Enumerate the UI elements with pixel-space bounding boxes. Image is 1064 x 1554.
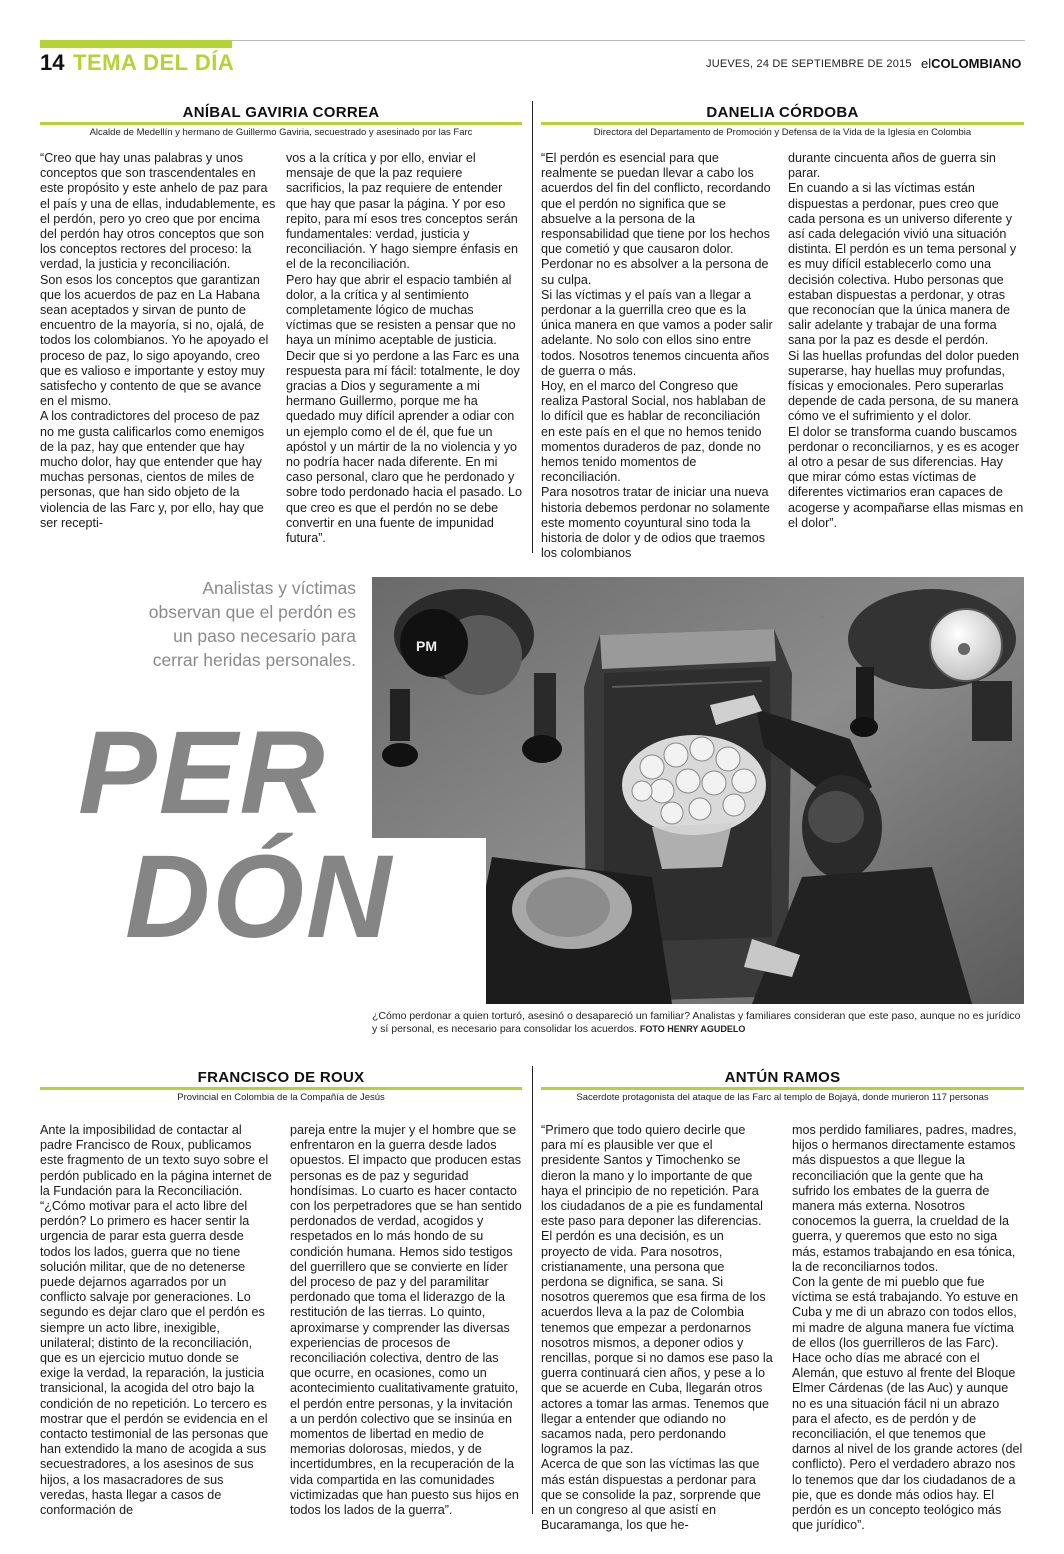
- paragraph: Son esos los conceptos que garantizan que los acuerdos de paz en La Habana sean aceptados y sirvan de punto de encuentro de la mayoría, si no, ojalá, de todos los colombianos. Yo he apoyado el proceso de paz, lo sigo apoyando, creo que es valioso e importante y estoy muy satisfecho y contento de que se avance en el mismo.: [40, 272, 269, 409]
- author-affiliation: Sacerdote protagonista del ataque de las Farc al templo de Bojayá, donde murieron 117 personas: [576, 1092, 989, 1103]
- dateline: JUEVES, 24 DE SEPTIEMBRE DE 2015: [706, 58, 912, 70]
- author-affiliation: Directora del Departamento de Promoción y Defensa de la Vida de la Iglesia en Colombia: [593, 127, 972, 138]
- paragraph: Acerca de que son las víctimas las que más están dispuestas a perdonar para que se consolide la paz, sorprende que en un congreso al que asistí en Bucaramanga, los que he-: [541, 1457, 761, 1533]
- article-column: [788, 151, 1024, 561]
- author-name: ANTÚN RAMOS: [724, 1069, 841, 1086]
- article-roux: [40, 1068, 522, 1518]
- paragraph: Si las huellas profundas del dolor pueden superarse, hay huellas muy profundas, físicas y emocionales. Pero superarlas depende de cada persona, de su manera cómo ve el sufrimiento y el dolor.: [788, 348, 1020, 424]
- article-column: [541, 1123, 773, 1533]
- paragraph: durante cincuenta años de guerra sin parar.: [788, 151, 996, 181]
- masthead: [921, 56, 1021, 71]
- author-name: FRANCISCO DE ROUX: [197, 1069, 365, 1086]
- section-title: TEMA DEL DÍA: [73, 50, 235, 75]
- paragraph: pareja entre la mujer y el hombre que se enfrentaron en la guerra desde lados opuestos. El impacto que producen estas personas es de paz y seguridad hondísimas. Lo cuarto es hacer contacto con los perpetradores que se han sentido perdonados de verdad, acogidos y respetados en lo más hondo de su condición humana. Hemos sido testigos del guerrillero que se convierte en líder del proceso de paz y del paramilitar perdonado que toma el liderazgo de la restitución de las tierras. Lo quinto, aproximarse y comprender las diversas experiencias de procesos de reconciliación colectiva, dentro de las que ocurre, en ocasiones, como un acontecimiento cualitativamente gratuito, el perdón entre personas, y la invitación a un perdón colectivo que se insinúa en momentos de libertad en medio de memorias dolorosas, miedos, y de incertidumbres, en la recuperación de la vida compartida en las comunidades victimizadas que han puesto sus hijos en todos los lados de la guerra”.: [290, 1123, 522, 1518]
- author-name: DANELIA CÓRDOBA: [706, 104, 859, 121]
- paragraph: mos perdido familiares, padres, madres, hijos o hermanos directamente estamos más dispuestos a que llegue la reconciliación que la gente que ha sufrido los embates de la guerra de manera más externa. Nosotros conocemos la guerra, la crueldad de la guerra, y queremos que esto no siga más, estamos trabajando en esa tónica, la de reconciliarnos todos.: [792, 1123, 1017, 1274]
- paragraph: vos a la crítica y por ello, enviar el mensaje de que la paz requiere sacrificios, la paz requiere de entender que hay que pasar la página. Y por eso repito, para mí esos tres conceptos serán fundamentales: verdad, justicia y reconciliación. Y hago siempre énfasis en el de la reconciliación.: [286, 151, 518, 272]
- paragraph: Hoy, en el marco del Congreso que realiza Pastoral Social, nos hablaban de lo difícil que es hablar de reconciliación en este país en el que no hemos tenido momentos duraderos de paz, donde no hemos tenido momentos de reconciliación.: [541, 379, 766, 485]
- photo-credit: FOTO HENRY AGUDELO: [639, 1024, 746, 1034]
- paragraph: “¿Cómo motivar para el acto libre del perdón? Lo primero es hacer sentir la urgencia de parar esta guerra desde todos los lados, guerra que no tiene solución militar, que de no detenerse puede dejarnos agarrados por un conflicto salvaje por generaciones. Lo segundo es dejar claro que el perdón es siempre un acto libre, inexigible, unilateral; distinto de la reconciliación, que es un ejercicio mutuo donde se exige la verdad, la reparación, la justicia transicional, la acogida del otro bajo la condición de no repetición. Lo tercero es mostrar que el perdón se evidencia en el contacto testimonial de las personas que han extendido la mano de acogida a sus secuestradores, a los asesinos de sus hijos, a los masacradores de sus veredas, hasta llegar a casos de conformación de: [40, 1199, 269, 1518]
- helmet-label: PM: [416, 638, 437, 654]
- caption-text: ¿Cómo perdonar a quien torturó, asesinó o desapareció un familiar? Analistas y familiares consideran que este paso, aunque no es jurídico y sí personal, es necesario para consolidar los acuerdos.: [372, 1010, 1021, 1035]
- paragraph: Para nosotros tratar de iniciar una nueva historia debemos perdonar no solamente este momento coyuntural sino toda la historia de dolor y de odios que traemos los colombianos: [541, 485, 770, 561]
- author-affiliation: Alcalde de Medellín y hermano de Guillermo Gaviria, secuestrado y asesinado por las Farc: [89, 127, 473, 138]
- pull-quote: Analistas y víctimas observan que el perdón es un paso necesario para cerrar heridas personales.: [148, 578, 356, 670]
- article-column: [792, 1123, 1024, 1533]
- photo-caption: [372, 1010, 1022, 1036]
- column-divider: [532, 101, 533, 553]
- article-column: [40, 1123, 272, 1518]
- paragraph: “El perdón es esencial para que realmente se puedan llevar a cabo los acuerdos del fin del conflicto, recordando que el perdón no significa que se absuelve a la persona de la responsabilidad que tiene por los hechos que cometió y que causaron dolor. Perdonar no es absolver a la persona de su culpa.: [541, 151, 771, 287]
- article-column: [40, 151, 276, 546]
- masthead-name: COLOMBIANO: [931, 56, 1022, 71]
- paragraph: Pero hay que abrir el espacio también al dolor, a la crítica y al sentimiento completamente lógico de muchas víctimas que se resisten a pensar que no haya un mínimo aceptable de justicia.: [286, 272, 516, 348]
- article-cordoba: [541, 103, 1024, 561]
- paragraph: Ante la imposibilidad de contactar al padre Francisco de Roux, publicamos este fragmento de un texto suyo sobre el perdón publicado en la página internet de la Fundación para la Reconciliación.: [40, 1123, 272, 1198]
- section-accent-bar: [40, 40, 232, 48]
- paragraph: Si las víctimas y el país van a llegar a perdonar a la guerrilla creo que es la única manera en que vamos a poder salir adelante. No solo con ellos sino entre todos. Nosotros tenemos cincuenta años de guerra o más.: [541, 287, 773, 378]
- page-number: 14: [40, 50, 65, 75]
- article-gaviria: [40, 103, 522, 546]
- paragraph: Con la gente de mi pueblo que fue víctima se está trabajando. Yo estuve en Cuba y me di un abrazo con todos ellos, mi madre de alguna manera fue víctima de ellos (los guerrilleros de las Farc). Hace ocho días me abracé con el Alemán, que estuvo al frente del Bloque Elmer Cárdenas (de las Auc) y aunque no es una situación fácil ni un abrazo para el afecto, es de perdón y de reconciliación, el que tenemos que darnos al nivel de los grande actores (del conflicto). Pero el verdadero abrazo nos lo tenemos que dar los ciudadanos de a pie, que es donde más odios hay. El perdón es un concepto teológico más que jurídico”.: [792, 1275, 1023, 1533]
- author-name: ANÍBAL GAVIRIA CORREA: [182, 104, 380, 121]
- paragraph: Decir que si yo perdone a las Farc es una respuesta para mí fácil: totalmente, le doy gracias a Dios y seguramente a mi hermano Guillermo, porque me ha quedado muy difícil aprender a odiar con un ejemplo como el de él, que fue un apóstol y un mártir de la no violencia y yo no podría hacer nada diferente. En mi caso personal, claro que he perdonado y sobre todo perdonado hacia el pasado. Lo que creo es que el perdón no se debe convertir en una fuente de impunidad futura”.: [286, 348, 522, 546]
- article-ramos: [541, 1068, 1024, 1533]
- paragraph: En cuando a si las víctimas están dispuestas a perdonar, pues creo que cada persona es un universo diferente y así cada delegación vivió una situación distinta. El perdón es un tema personal y es muy difícil establecerlo como una decisión colectiva. Hubo personas que estaban dispuestas a perdonar, y otras que reconocían que la única manera de salir adelante y trabajar de una forma sana por la paz es desde el perdón.: [788, 181, 1017, 348]
- article-column: [290, 1123, 522, 1518]
- headline-line-2: DÓN: [125, 831, 394, 963]
- paragraph: “Creo que hay unas palabras y unos conceptos que son trascendentales en este propósito y este anhelo de paz para el país y una de ellas, indudablemente, es el perdón, pero yo creo que por encima del perdón hay otros conceptos que son los conceptos rectores del proceso: la verdad, la justicia y reconciliación.: [40, 151, 276, 272]
- article-column: [286, 151, 522, 546]
- author-affiliation: Provincial en Colombia de la Compañía de Jesús: [177, 1092, 385, 1103]
- headline-line-1: PER: [78, 707, 327, 839]
- masthead-prefix: el: [921, 56, 932, 71]
- paragraph: “Primero que todo quiero decirle que para mí es plausible ver que el presidente Santos y Timochenko se dieron la mano y lo importante de que haya el principio de no repetición. Para los ciudadanos de a pie es fundamental este paso para deponer las diferencias. El perdón es una decisión, es un proyecto de vida. Para nosotros, cristianamente, una persona que perdona se dignifica, se sana. Si nosotros queremos que esa firma de los acuerdos lleva a la paz de Colombia tenemos que empezar a perdonarnos nosotros mismos, a deponer odios y rencillas, porque si no damos ese paso la guerra continuará cien años, y pese a lo que se acuerde en Cuba, llegarán otros actores a tomar las armas. Tenemos que llegar a entender que odiando no sacamos nada, pero perdonando logramos la paz.: [541, 1123, 773, 1457]
- paragraph: El dolor se transforma cuando buscamos perdonar o reconciliarnos, y es es acoger al otro a pesar de sus diferencias. Hay que mirar cómo estas víctimas de diferentes victimarios eran capaces de acogerse y acompañarse ellas mismas en el dolor”.: [788, 424, 1024, 530]
- column-divider: [532, 1066, 533, 1514]
- paragraph: A los contradictores del proceso de paz no me gusta calificarlos como enemigos de la paz, hay que entender que hay mucho dolor, hay que entender que hay muchas personas, cientos de miles de personas, que han sido objeto de la violencia de las Farc y, por ello, hay que ser recepti-: [40, 409, 264, 530]
- article-column: [541, 151, 777, 561]
